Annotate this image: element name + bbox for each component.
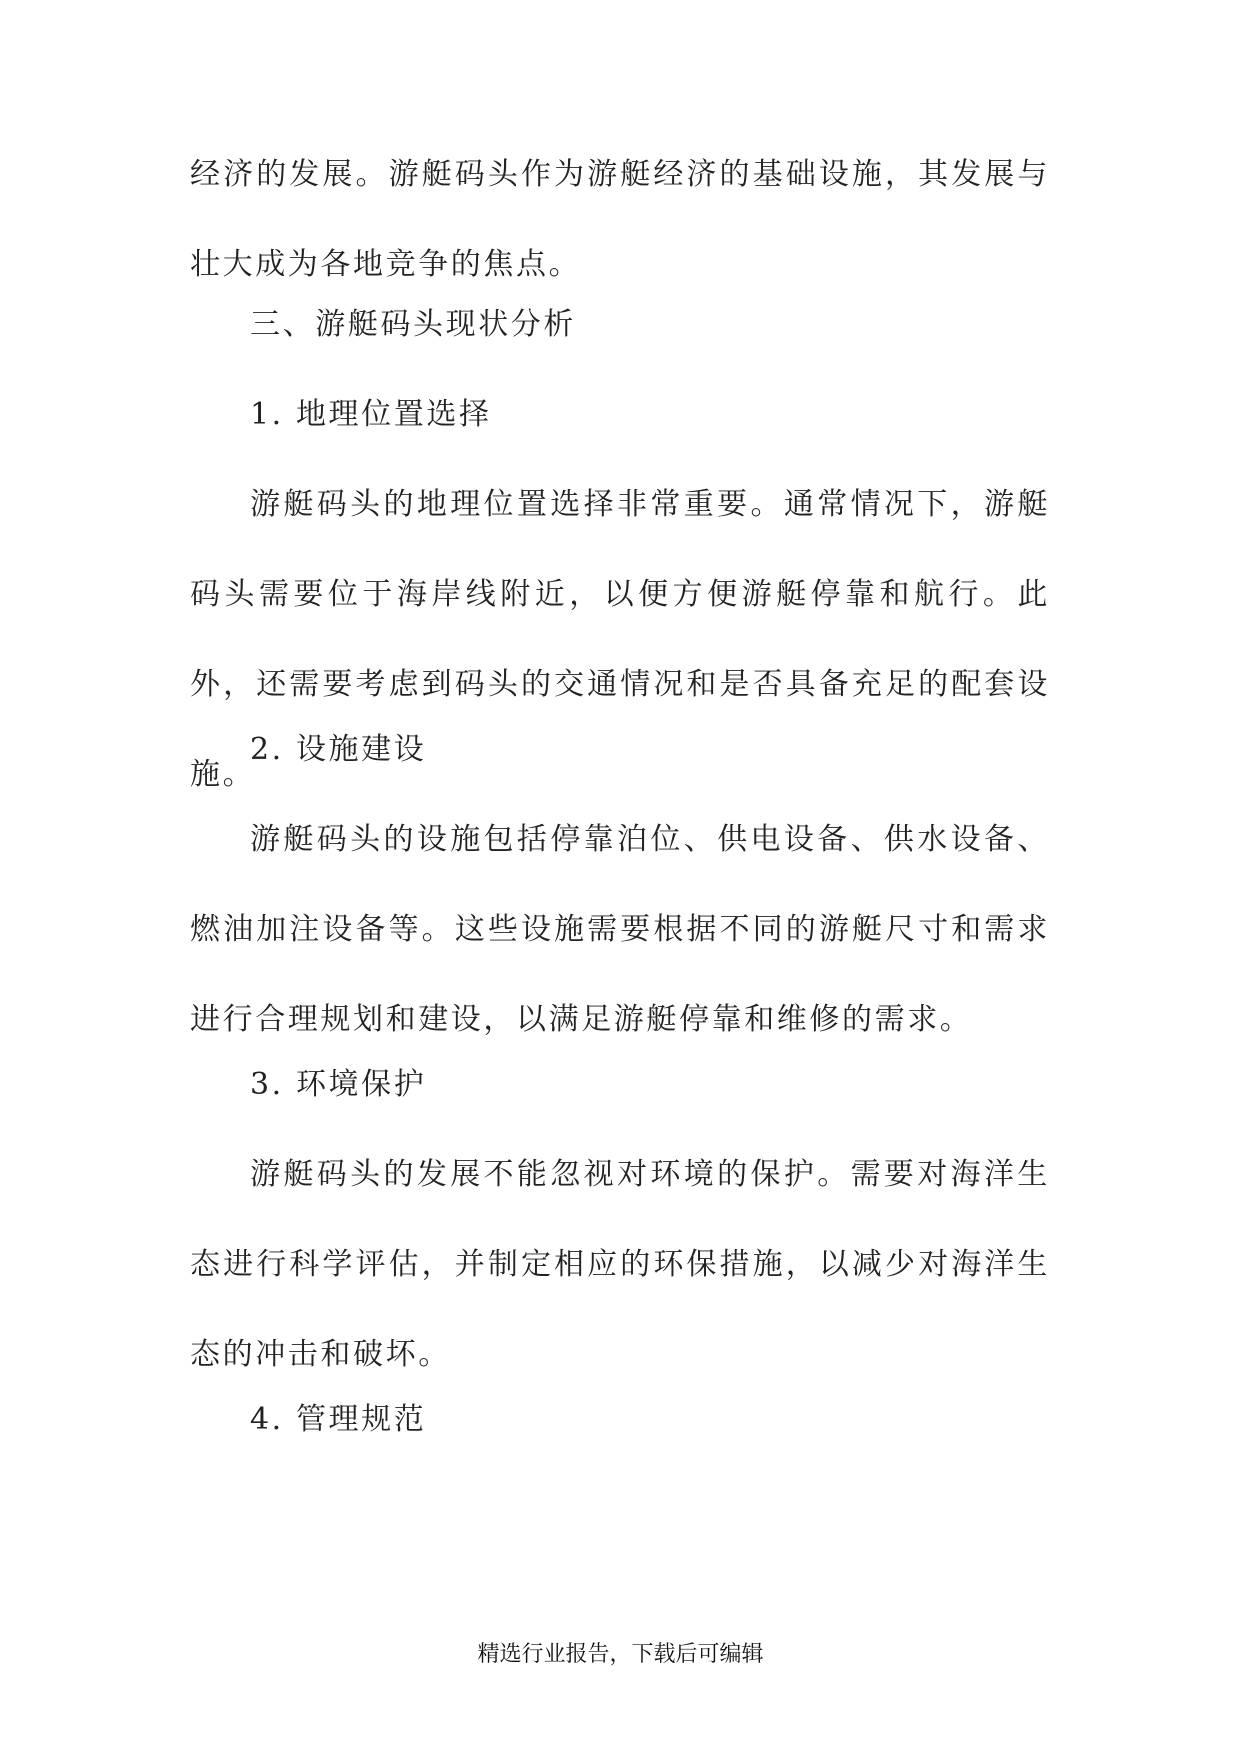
item1-heading: 1. 地理位置选择: [250, 397, 492, 432]
item2-heading: 2. 设施建设: [250, 732, 427, 767]
item3-heading: 3. 环境保护: [250, 1067, 427, 1102]
paragraph-continued: 经济的发展。游艇码头作为游艇经济的基础设施，其发展与壮大成为各地竞争的焦点。: [190, 157, 1050, 282]
page-footer: 精选行业报告，下载后可编辑: [477, 1642, 764, 1667]
item4-heading: 4. 管理规范: [250, 1402, 427, 1437]
item2-paragraph: 游艇码头的设施包括停靠泊位、供电设备、供水设备、燃油加注设备等。这些设施需要根据不同的游艇尺寸和需求进行合理规划和建设，以满足游艇停靠和维修的需求。: [190, 822, 1050, 1037]
item1-paragraph: 游艇码头的地理位置选择非常重要。通常情况下，游艇码头需要位于海岸线附近，以便方便游艇停靠和航行。此外，还需要考虑到码头的交通情况和是否具备充足的配套设施。: [190, 487, 1050, 792]
item3-paragraph: 游艇码头的发展不能忽视对环境的保护。需要对海洋生态进行科学评估，并制定相应的环保措施，以减少对海洋生态的冲击和破坏。: [190, 1157, 1050, 1372]
section-heading: 三、游艇码头现状分析: [250, 307, 576, 342]
